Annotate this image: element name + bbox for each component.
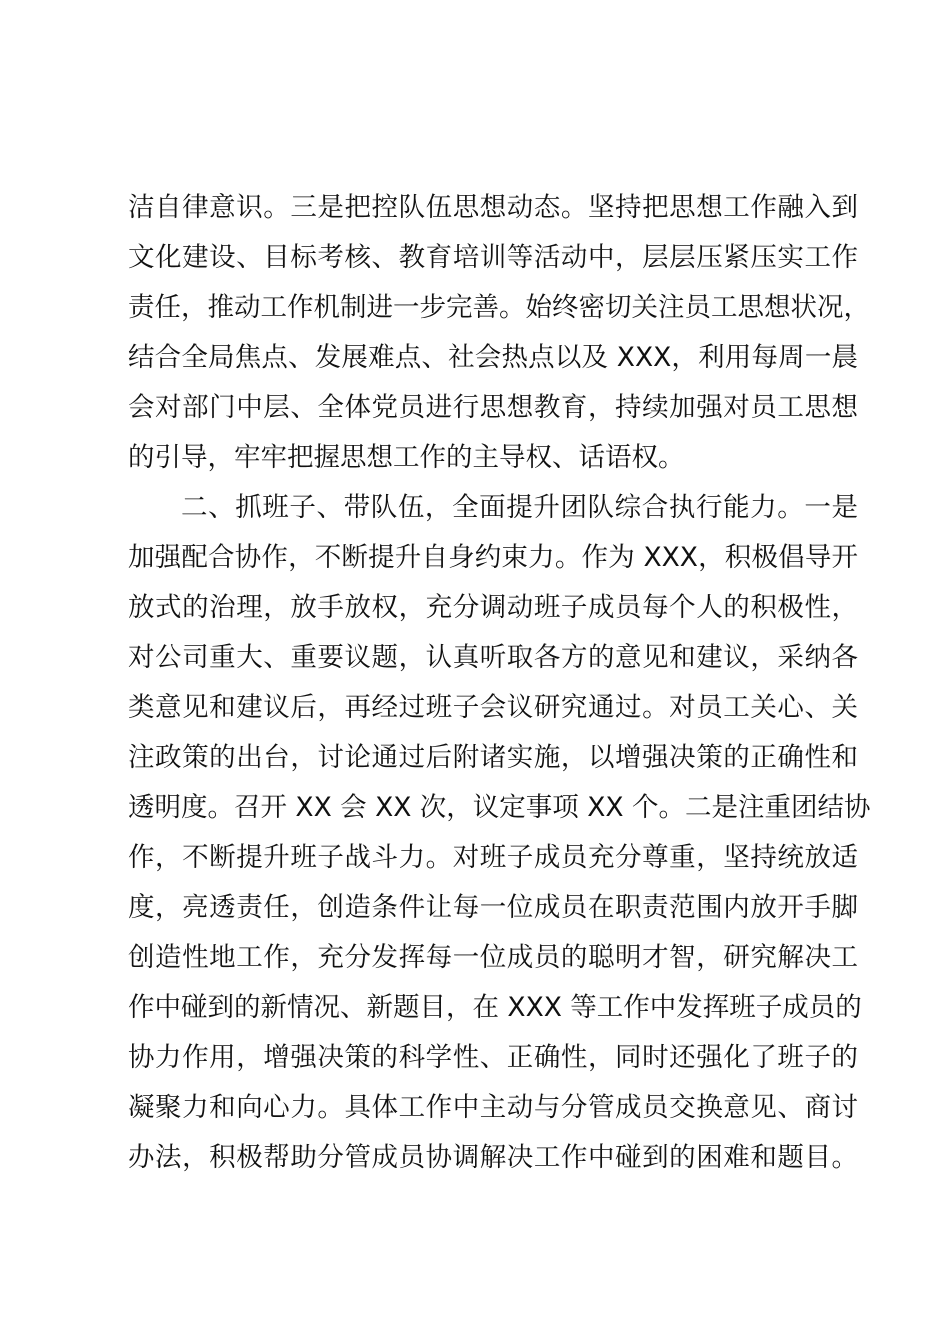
text-line: 的引导，牢牢把握思想工作的主导权、话语权。 [128, 442, 685, 473]
text-line: 类意见和建议后，再经过班子会议研究通过。对员工关心、关 [128, 692, 858, 723]
text-line: 文化建设、目标考核、教育培训等活动中，层层压紧压实工作 [128, 242, 858, 273]
text-line: 结合全局焦点、发展难点、社会热点以及 XXX，利用每周一晨 [128, 342, 858, 373]
text-line: 凝聚力和向心力。具体工作中主动与分管成员交换意见、商讨 [128, 1092, 858, 1123]
text-line: 办法，积极帮助分管成员协调解决工作中碰到的困难和题目。 [128, 1142, 858, 1173]
document-body [128, 183, 871, 1183]
text-line: 透明度。召开 XX 会 XX 次，议定事项 XX 个。二是注重团结协 [128, 792, 871, 823]
text-line: 作，不断提升班子战斗力。对班子成员充分尊重，坚持统放适 [128, 842, 858, 873]
text-line: 放式的治理，放手放权，充分调动班子成员每个人的积极性， [128, 592, 858, 623]
text-line: 对公司重大、重要议题，认真听取各方的意见和建议，采纳各 [128, 642, 858, 673]
text-line: 作中碰到的新情况、新题目，在 XXX 等工作中发挥班子成员的 [128, 992, 862, 1023]
text-line: 责任，推动工作机制进一步完善。始终密切关注员工思想状况， [128, 292, 870, 323]
paragraph-1 [128, 183, 870, 483]
text-line: 二、抓班子、带队伍，全面提升团队综合执行能力。一是 [181, 492, 858, 523]
text-line: 洁自律意识。三是把控队伍思想动态。坚持把思想工作融入到 [128, 192, 858, 223]
text-line: 创造性地工作，充分发挥每一位成员的聪明才智，研究解决工 [128, 942, 858, 973]
text-line: 注政策的出台，讨论通过后附诸实施，以增强决策的正确性和 [128, 742, 858, 773]
text-line: 会对部门中层、全体党员进行思想教育，持续加强对员工思想 [128, 392, 858, 423]
paragraph-2 [128, 483, 871, 1183]
text-line: 协力作用，增强决策的科学性、正确性，同时还强化了班子的 [128, 1042, 858, 1073]
text-line: 加强配合协作，不断提升自身约束力。作为 XXX，积极倡导开 [128, 542, 858, 573]
text-line: 度，亮透责任，创造条件让每一位成员在职责范围内放开手脚 [128, 892, 858, 923]
